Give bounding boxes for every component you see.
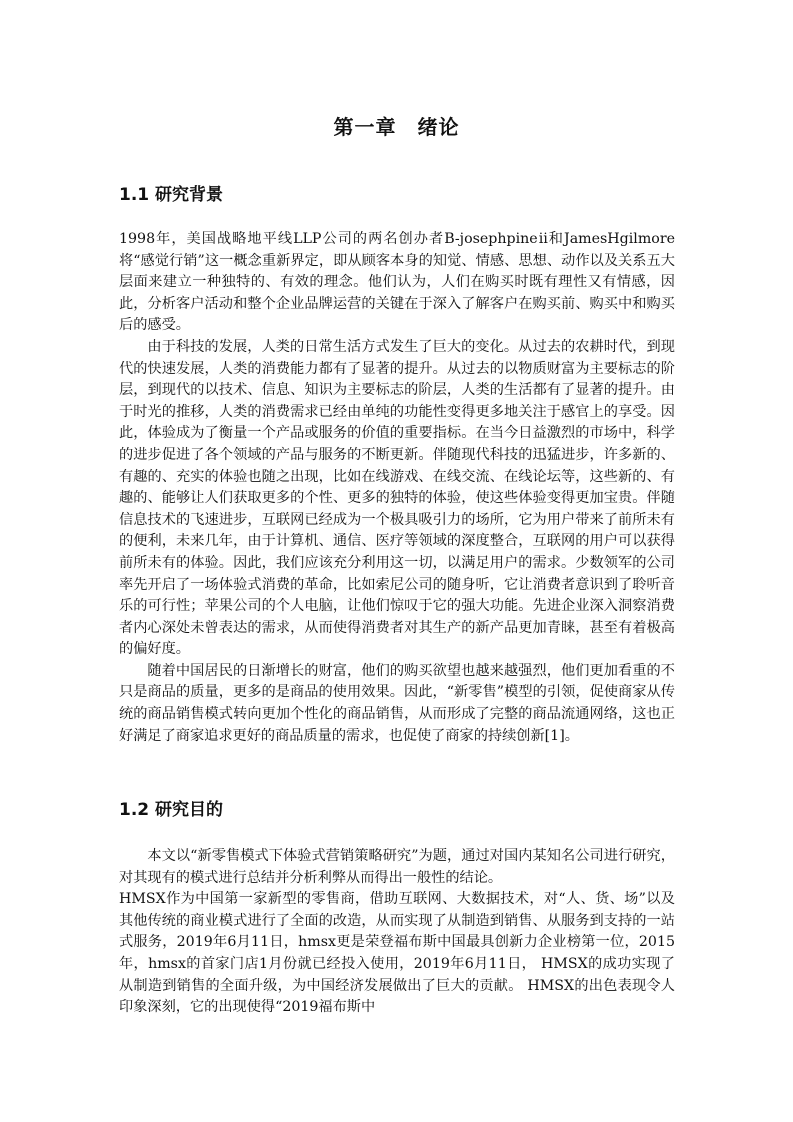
section-heading-purpose: 1.2 研究目的 — [119, 800, 224, 820]
paragraph: 1998年，美国战略地平线LLP公司的两名创办者B-josephpineⅱ和JamesHgilmore将“感觉行销”这一概念重新界定，即从顾客本身的知觉、情感、思想、动作以及关系五大层面来建立一种独特的、有效的理念。他们认为，人们在购买时既有理性又有情感，因此，分析客户活动和整个企业品牌运营的关键在于深入了解客户在购买前、购买中和购买后的感受。 — [119, 231, 675, 334]
paragraph: 随着中国居民的日渐增长的财富，他们的购买欲望也越来越强烈，他们更加看重的不只是商品的质量，更多的是商品的使用效果。因此，“新零售”模型的引领，促使商家从传统的商品销售模式转向更加个性化的商品销售，从而形成了完整的商品流通网络，这也正好满足了商家追求更好的商品质量的需求，也促使了商家的持续创新[1]。 — [119, 662, 675, 744]
section-background-body — [119, 229, 675, 747]
paragraph: 由于科技的发展，人类的日常生活方式发生了巨大的变化。从过去的农耕时代，到现代的快速发展，人类的消费能力都有了显著的提升。从过去的以物质财富为主要标志的阶层，到现代的以技术、信息、知识为主要标志的阶层，人类的生活都有了显著的提升。由于时光的推移，人类的消费需求已经由单纯的功能性变得更多地关注于感官上的享受。因此，体验成为了衡量一个产品或服务的价值的重要指标。在当今日益激烈的市场中，科学的进步促进了各个领域的产品与服务的不断更新。伴随现代科技的迅猛进步，许多新的、有趣的、充实的体验也随之出现，比如在线游戏、在线交流、在线论坛等，这些新的、有趣的、能够让人们获取更多的个性、更多的独特的体验，使这些体验变得更加宝贵。伴随信息技术的飞速进步，互联网已经成为一个极具吸引力的场所，它为用户带来了前所未有的便利，未来几年，由于计算机、通信、医疗等领域的深度整合，互联网的用户可以获得前所未有的体验。因此，我们应该充分利用这一切，以满足用户的需求。少数领军的公司率先开启了一场体验式消费的革命，比如索尼公司的随身听，它让消费者意识到了聆听音乐的可行性；苹果公司的个人电脑，让他们惊叹于它的强大功能。先进企业深入洞察消费者内心深处未曾表达的需求，从而使得消费者对其生产的新产品更加青睐，甚至有着极高的偏好度。 — [119, 338, 675, 658]
paragraph: HMSX作为中国第一家新型的零售商，借助互联网、大数据技术，对“人、货、场”以及其他传统的商业模式进行了全面的改造，从而实现了从制造到销售、从服务到支持的一站式服务，2019年6月11日，hmsx更是荣登福布斯中国最具创新力企业榜第一位，2015年，hmsx的首家门店1月份就已经投入使用，2019年6月11日， HMSX的成功实现了从制造到销售的全面升级，为中国经济发展做出了巨大的贡献。 HMSX的出色表现令人印象深刻，它的出现使得“2019福布斯中 — [119, 891, 675, 1016]
paragraph: 本文以“新零售模式下体验式营销策略研究”为题，通过对国内某知名公司进行研究，对其现有的模式进行总结并分析利弊从而得出一般性的结论。 — [119, 848, 675, 886]
chapter-title: 第一章 绪论 — [333, 115, 460, 139]
section-purpose-body — [119, 846, 675, 1019]
section-heading-background: 1.1 研究背景 — [119, 185, 224, 205]
